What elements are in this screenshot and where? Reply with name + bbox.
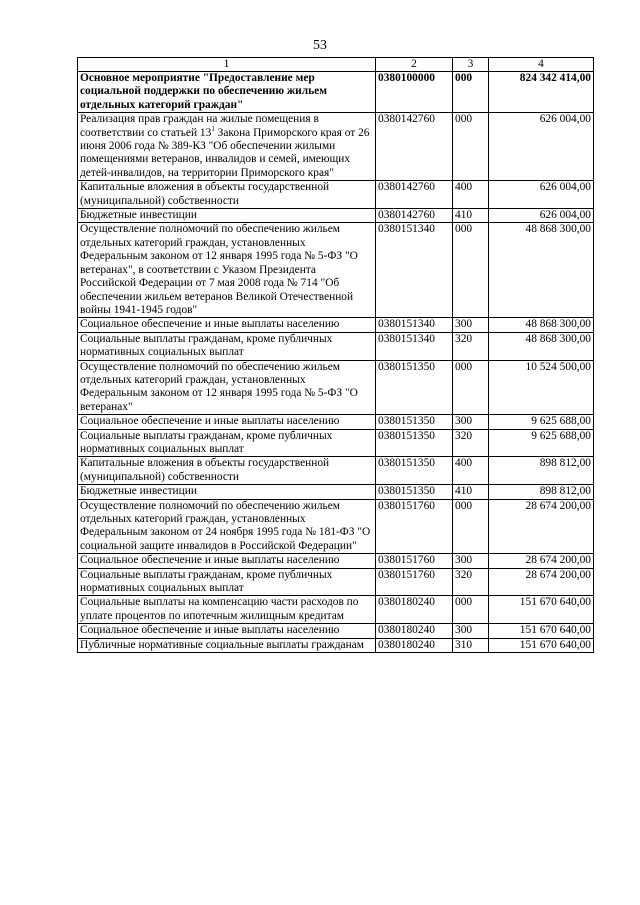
row-amount: 898 812,00 xyxy=(489,457,594,485)
row-name: Осуществление полномочий по обеспечению жильем отдельных категорий граждан, установленных Федеральным законом от 12 января 1995 года № 5-ФЗ "О ветеранах" xyxy=(78,360,376,415)
row-kind: 310 xyxy=(453,638,489,652)
column-header-1: 1 xyxy=(78,58,376,72)
row-amount: 824 342 414,00 xyxy=(489,72,594,113)
row-kind: 000 xyxy=(453,499,489,554)
table-row xyxy=(78,638,594,652)
row-name: Осуществление полномочий по обеспечению жильем отдельных категорий граждан, установленных Федеральным законом от 12 января 1995 года № 5-ФЗ "О ветеранах", в соответствии с Указом Президента Российской Федерации от 7 мая 2008 года № 714 "Об обеспечении жильем ветеранов Великой Отечественной войны 1941-1945 годов" xyxy=(78,223,376,318)
row-code: 0380180240 xyxy=(376,638,453,652)
row-code: 0380151340 xyxy=(376,332,453,360)
row-amount: 9 625 688,00 xyxy=(489,429,594,457)
row-kind: 320 xyxy=(453,568,489,596)
row-kind: 410 xyxy=(453,209,489,223)
row-name: Социальные выплаты на компенсацию части расходов по уплате процентов по ипотечным жилищным кредитам xyxy=(78,596,376,624)
row-name: Капитальные вложения в объекты государственной (муниципальной) собственности xyxy=(78,457,376,485)
row-name: Капитальные вложения в объекты государственной (муниципальной) собственности xyxy=(78,181,376,209)
row-name: Социальные выплаты гражданам, кроме публичных нормативных социальных выплат xyxy=(78,332,376,360)
row-kind: 000 xyxy=(453,72,489,113)
row-amount: 28 674 200,00 xyxy=(489,554,594,568)
row-code: 0380100000 xyxy=(376,72,453,113)
row-name: Бюджетные инвестиции xyxy=(78,485,376,499)
row-kind: 320 xyxy=(453,332,489,360)
row-kind: 000 xyxy=(453,113,489,181)
row-amount: 48 868 300,00 xyxy=(489,223,594,318)
table-row xyxy=(78,113,594,181)
row-amount: 48 868 300,00 xyxy=(489,318,594,332)
table-row xyxy=(78,318,594,332)
row-kind: 300 xyxy=(453,624,489,638)
row-name: Социальное обеспечение и иные выплаты населению xyxy=(78,554,376,568)
row-kind: 410 xyxy=(453,485,489,499)
table-row xyxy=(78,457,594,485)
row-code: 0380151350 xyxy=(376,415,453,429)
row-amount: 898 812,00 xyxy=(489,485,594,499)
row-kind: 300 xyxy=(453,318,489,332)
column-header-4: 4 xyxy=(489,58,594,72)
row-kind: 000 xyxy=(453,360,489,415)
row-code: 0380151340 xyxy=(376,223,453,318)
row-code: 0380151760 xyxy=(376,568,453,596)
row-name: Социальное обеспечение и иные выплаты населению xyxy=(78,624,376,638)
row-amount: 28 674 200,00 xyxy=(489,499,594,554)
row-code: 0380151760 xyxy=(376,554,453,568)
table-row xyxy=(78,499,594,554)
row-code: 0380142760 xyxy=(376,113,453,181)
row-amount: 151 670 640,00 xyxy=(489,638,594,652)
row-name-part: Реализация прав граждан на жилые помещения в соответствии со статьей 13 xyxy=(80,113,319,139)
row-code: 0380151760 xyxy=(376,499,453,554)
row-name: Социальное обеспечение и иные выплаты населению xyxy=(78,415,376,429)
row-amount: 626 004,00 xyxy=(489,113,594,181)
row-name: Основное мероприятие "Предоставление мер социальной поддержки по обеспечению жильем отдельных категорий граждан" xyxy=(78,72,376,113)
row-code: 0380142760 xyxy=(376,181,453,209)
row-code: 0380151350 xyxy=(376,429,453,457)
row-name: Публичные нормативные социальные выплаты гражданам xyxy=(78,638,376,652)
table-row xyxy=(78,223,594,318)
row-amount: 626 004,00 xyxy=(489,181,594,209)
row-name: Социальные выплаты гражданам, кроме публичных нормативных социальных выплат xyxy=(78,568,376,596)
header-row xyxy=(78,58,594,72)
row-name: Социальные выплаты гражданам, кроме публичных нормативных социальных выплат xyxy=(78,429,376,457)
row-name: Социальное обеспечение и иные выплаты населению xyxy=(78,318,376,332)
row-amount: 151 670 640,00 xyxy=(489,596,594,624)
row-amount: 48 868 300,00 xyxy=(489,332,594,360)
row-amount: 10 524 500,00 xyxy=(489,360,594,415)
table-row xyxy=(78,360,594,415)
row-name xyxy=(78,113,376,181)
row-amount: 28 674 200,00 xyxy=(489,568,594,596)
table-row xyxy=(78,429,594,457)
row-code: 0380180240 xyxy=(376,624,453,638)
row-kind: 300 xyxy=(453,415,489,429)
row-name: Осуществление полномочий по обеспечению жильем отдельных категорий граждан, установленных Федеральным законом от 24 ноября 1995 года № 181-ФЗ "О социальной защите инвалидов в Российской Федерации" xyxy=(78,499,376,554)
table-row xyxy=(78,568,594,596)
row-kind: 400 xyxy=(453,457,489,485)
page-number: 53 xyxy=(313,38,327,53)
row-code: 0380151340 xyxy=(376,318,453,332)
table-row xyxy=(78,72,594,113)
row-amount: 151 670 640,00 xyxy=(489,624,594,638)
table-row xyxy=(78,596,594,624)
budget-table xyxy=(77,57,594,653)
table-row xyxy=(78,209,594,223)
table-row xyxy=(78,415,594,429)
table-row xyxy=(78,624,594,638)
row-code: 0380151350 xyxy=(376,485,453,499)
row-kind: 000 xyxy=(453,223,489,318)
table-row xyxy=(78,332,594,360)
row-amount: 626 004,00 xyxy=(489,209,594,223)
row-code: 0380151350 xyxy=(376,360,453,415)
row-code: 0380180240 xyxy=(376,596,453,624)
row-kind: 000 xyxy=(453,596,489,624)
row-code: 0380151350 xyxy=(376,457,453,485)
row-code: 0380142760 xyxy=(376,209,453,223)
table-row xyxy=(78,181,594,209)
row-kind: 300 xyxy=(453,554,489,568)
column-header-3: 3 xyxy=(453,58,489,72)
table-row xyxy=(78,485,594,499)
column-header-2: 2 xyxy=(376,58,453,72)
row-name: Бюджетные инвестиции xyxy=(78,209,376,223)
row-name-part: Закона Приморского края от 26 июня 2006 года № 389-КЗ "Об обеспечении жилыми помещениями ветеранов, инвалидов и семей, имеющих детей-инвалидов, на территории Приморского края" xyxy=(80,126,370,179)
table-row xyxy=(78,554,594,568)
row-kind: 320 xyxy=(453,429,489,457)
row-amount: 9 625 688,00 xyxy=(489,415,594,429)
row-kind: 400 xyxy=(453,181,489,209)
superscript: 1 xyxy=(211,124,215,133)
